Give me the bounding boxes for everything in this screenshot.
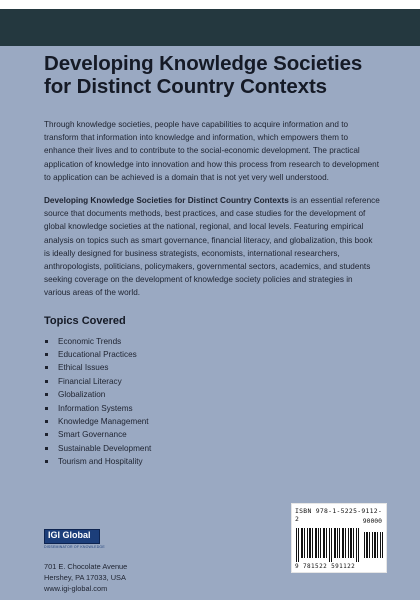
bullet-icon — [45, 407, 48, 410]
logo-tagline: DISSEMINATOR OF KNOWLEDGE — [44, 545, 105, 549]
topic-item — [44, 361, 380, 374]
intro-paragraph: Through knowledge societies, people have capabilities to acquire information and to transform that information into knowledge and information, which empowers them to enhance their lives and to contribute to the social-economic development. The practical application of knowledge into innovation and how this process from research to development to application can be achieved is a domain that is not yet very well understood. — [44, 120, 379, 182]
publisher-address — [44, 561, 184, 594]
bullet-icon — [45, 353, 48, 356]
igi-global-logo: IGI Global — [44, 529, 100, 544]
topic-label: Smart Governance — [58, 430, 127, 440]
address-line-1: 701 E. Chocolate Avenue — [44, 562, 128, 571]
topic-item — [44, 428, 380, 441]
topic-label: Tourism and Hospitality — [58, 457, 143, 467]
bullet-icon — [45, 447, 48, 450]
bullet-icon — [45, 433, 48, 436]
top-white-band — [0, 0, 420, 9]
bullet-icon — [45, 340, 48, 343]
barcode-bars-icon — [296, 524, 384, 564]
topic-label: Information Systems — [58, 403, 133, 413]
topic-item — [44, 348, 380, 361]
topic-label: Ethical Issues — [58, 363, 109, 373]
bullet-icon — [45, 420, 48, 423]
topic-item — [44, 442, 380, 455]
isbn-barcode — [291, 503, 387, 573]
top-dark-stripe — [0, 9, 420, 46]
topic-label: Sustainable Development — [58, 443, 152, 453]
topic-label: Economic Trends — [58, 336, 122, 346]
book-title: Developing Knowledge Societies for Distinct Country Contexts — [44, 52, 363, 98]
topics-list — [44, 335, 380, 469]
address-line-2: Hershey, PA 17033, USA — [44, 573, 126, 582]
bullet-icon — [45, 393, 48, 396]
topic-item — [44, 388, 380, 401]
topic-item — [44, 335, 380, 348]
description-text: is an essential reference source that documents methods, best practices, and case studies for the development of global knowledge societies at the national, regional, and local levels. Featuring empirical analysis on topics such as smart governance, financial literacy, and globalization, this book is ideally designed for business strategists, economists, international researchers, anthropologists, politicians, policymakers, governmental sectors, academics, and students seeking coverage on the development of knowledge society policies and strategies in various areas of the world. — [44, 196, 380, 298]
topic-item — [44, 455, 380, 468]
topic-label: Globalization — [58, 390, 106, 400]
topic-label: Educational Practices — [58, 350, 137, 360]
topics-heading: Topics Covered — [44, 314, 126, 327]
description-book-title: Developing Knowledge Societies for Distinct Country Contexts — [44, 196, 289, 206]
isbn-text: ISBN 978-1-5225-9112-2 — [295, 507, 383, 523]
price-code: 90000 — [362, 517, 382, 525]
topic-label: Financial Literacy — [58, 376, 122, 386]
topic-item — [44, 402, 380, 415]
topic-item — [44, 375, 380, 388]
publisher-website: www.igi-global.com — [44, 584, 108, 593]
back-cover-content — [44, 52, 380, 469]
description-paragraph — [44, 194, 380, 300]
barcode-digits: 9 781522 591122 — [295, 563, 356, 570]
topic-item — [44, 415, 380, 428]
bullet-icon — [45, 460, 48, 463]
topic-label: Knowledge Management — [58, 417, 149, 427]
bullet-icon — [45, 380, 48, 383]
bullet-icon — [45, 366, 48, 369]
publisher-block — [44, 529, 184, 594]
